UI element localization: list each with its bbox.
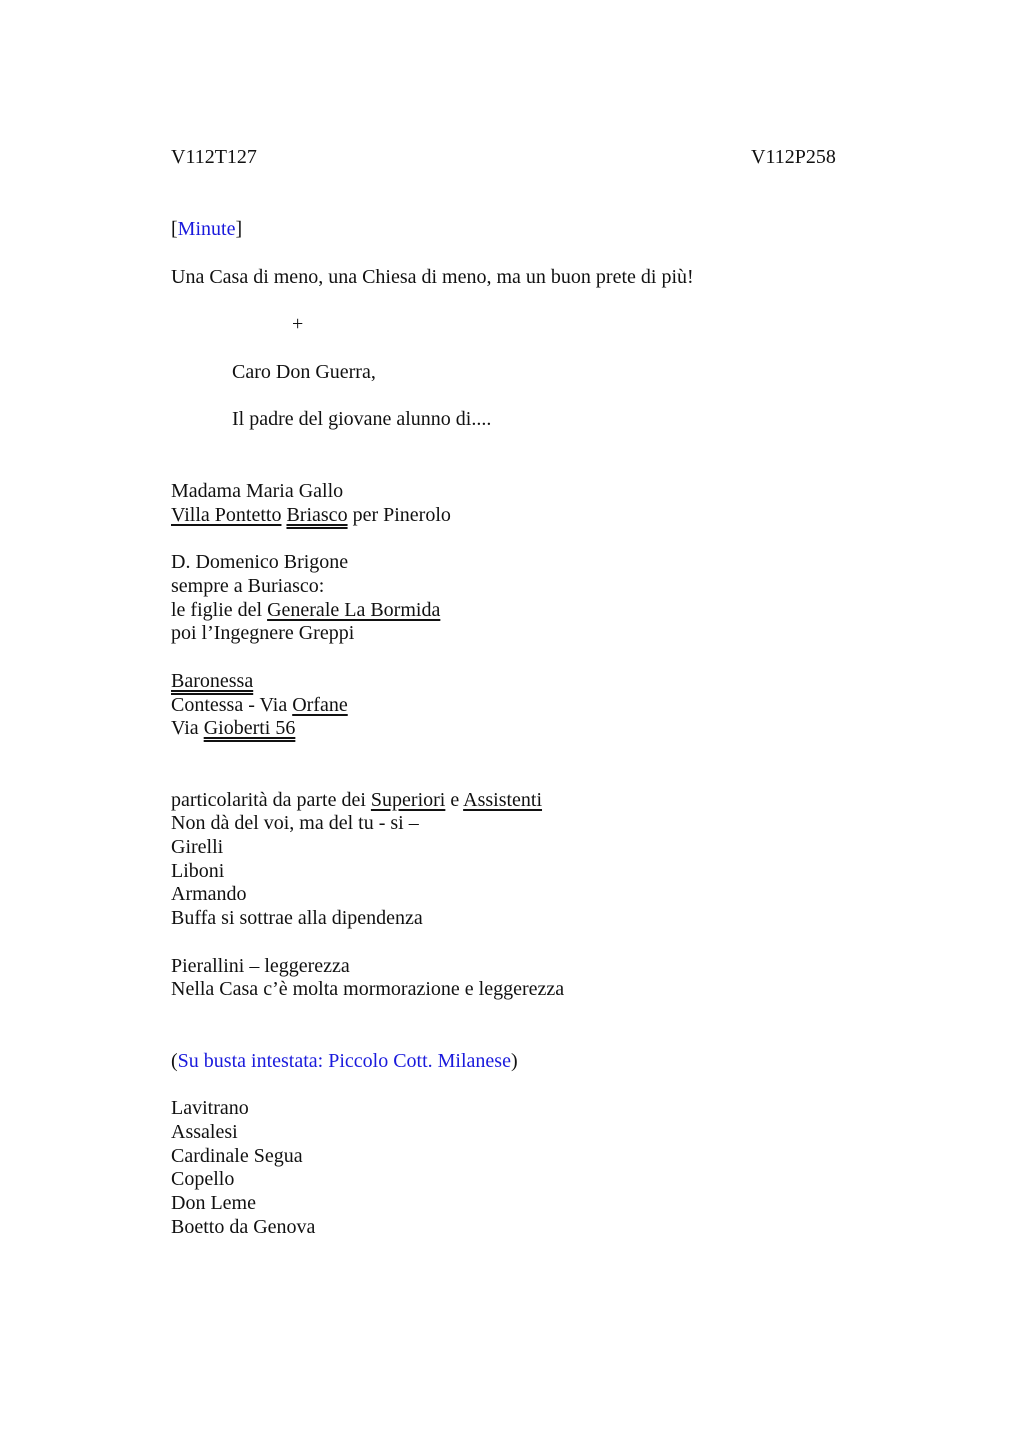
- document-code-left: V112T127: [171, 146, 257, 168]
- name-item: Boetto da Genova: [171, 1216, 316, 1238]
- note-line: [171, 669, 253, 693]
- opening-line: Il padre del giovane alunno di....: [232, 408, 492, 430]
- greeting: Caro Don Guerra,: [232, 361, 376, 383]
- note-line: poi l’Ingegnere Greppi: [171, 622, 355, 644]
- underlined-text: Assistenti: [463, 789, 543, 811]
- note-line: [171, 788, 542, 812]
- name-item: Lavitrano: [171, 1097, 249, 1119]
- note-line: Liboni: [171, 860, 225, 882]
- text: e: [445, 789, 464, 811]
- text: per Pinerolo: [347, 504, 451, 526]
- cross-symbol: +: [292, 313, 304, 335]
- text: Contessa - Via: [171, 694, 293, 716]
- note-line: sempre a Buriasco:: [171, 575, 325, 597]
- text: Via: [171, 717, 204, 739]
- motto: Una Casa di meno, una Chiesa di meno, ma un buon prete di più!: [171, 266, 694, 288]
- text: le figlie del: [171, 599, 268, 621]
- name-item: Copello: [171, 1168, 235, 1190]
- minute-label: [Minute]: [171, 218, 243, 240]
- document-code-right: V112P258: [751, 146, 836, 168]
- address-line: Madama Maria Gallo: [171, 480, 344, 502]
- note-line: [171, 693, 348, 717]
- name-item: Don Leme: [171, 1192, 256, 1214]
- underlined-text: Orfane: [292, 694, 348, 716]
- name-item: Assalesi: [171, 1121, 238, 1143]
- double-underlined-text: Baronessa: [171, 670, 254, 692]
- text: particolarità da parte dei: [171, 789, 371, 811]
- double-underlined-text: Gioberti 56: [203, 717, 296, 739]
- minute-label-text: Minute: [177, 218, 236, 240]
- underlined-text: Superiori: [370, 789, 446, 811]
- note-line: Buffa si sottrae alla dipendenza: [171, 907, 423, 929]
- note-line: D. Domenico Brigone: [171, 551, 349, 573]
- note-line: [171, 716, 295, 740]
- note-line: Nella Casa c’è molta mormorazione e leggerezza: [171, 978, 565, 1000]
- name-item: Cardinale Segua: [171, 1145, 303, 1167]
- note-line: Girelli: [171, 836, 224, 858]
- envelope-note: (Su busta intestata: Piccolo Cott. Milanese): [171, 1050, 518, 1072]
- address-line: [171, 503, 451, 527]
- note-line: Non dà del voi, ma del tu - si –: [171, 812, 419, 834]
- note-line: Armando: [171, 883, 247, 905]
- note-line: Pierallini – leggerezza: [171, 955, 350, 977]
- note-line: [171, 598, 440, 622]
- underlined-text: Villa Pontetto: [171, 504, 282, 526]
- envelope-note-text: Su busta intestata: Piccolo Cott. Milanese: [177, 1050, 511, 1072]
- double-underlined-text: Briasco: [286, 504, 348, 526]
- underlined-text: Generale La Bormida: [267, 599, 441, 621]
